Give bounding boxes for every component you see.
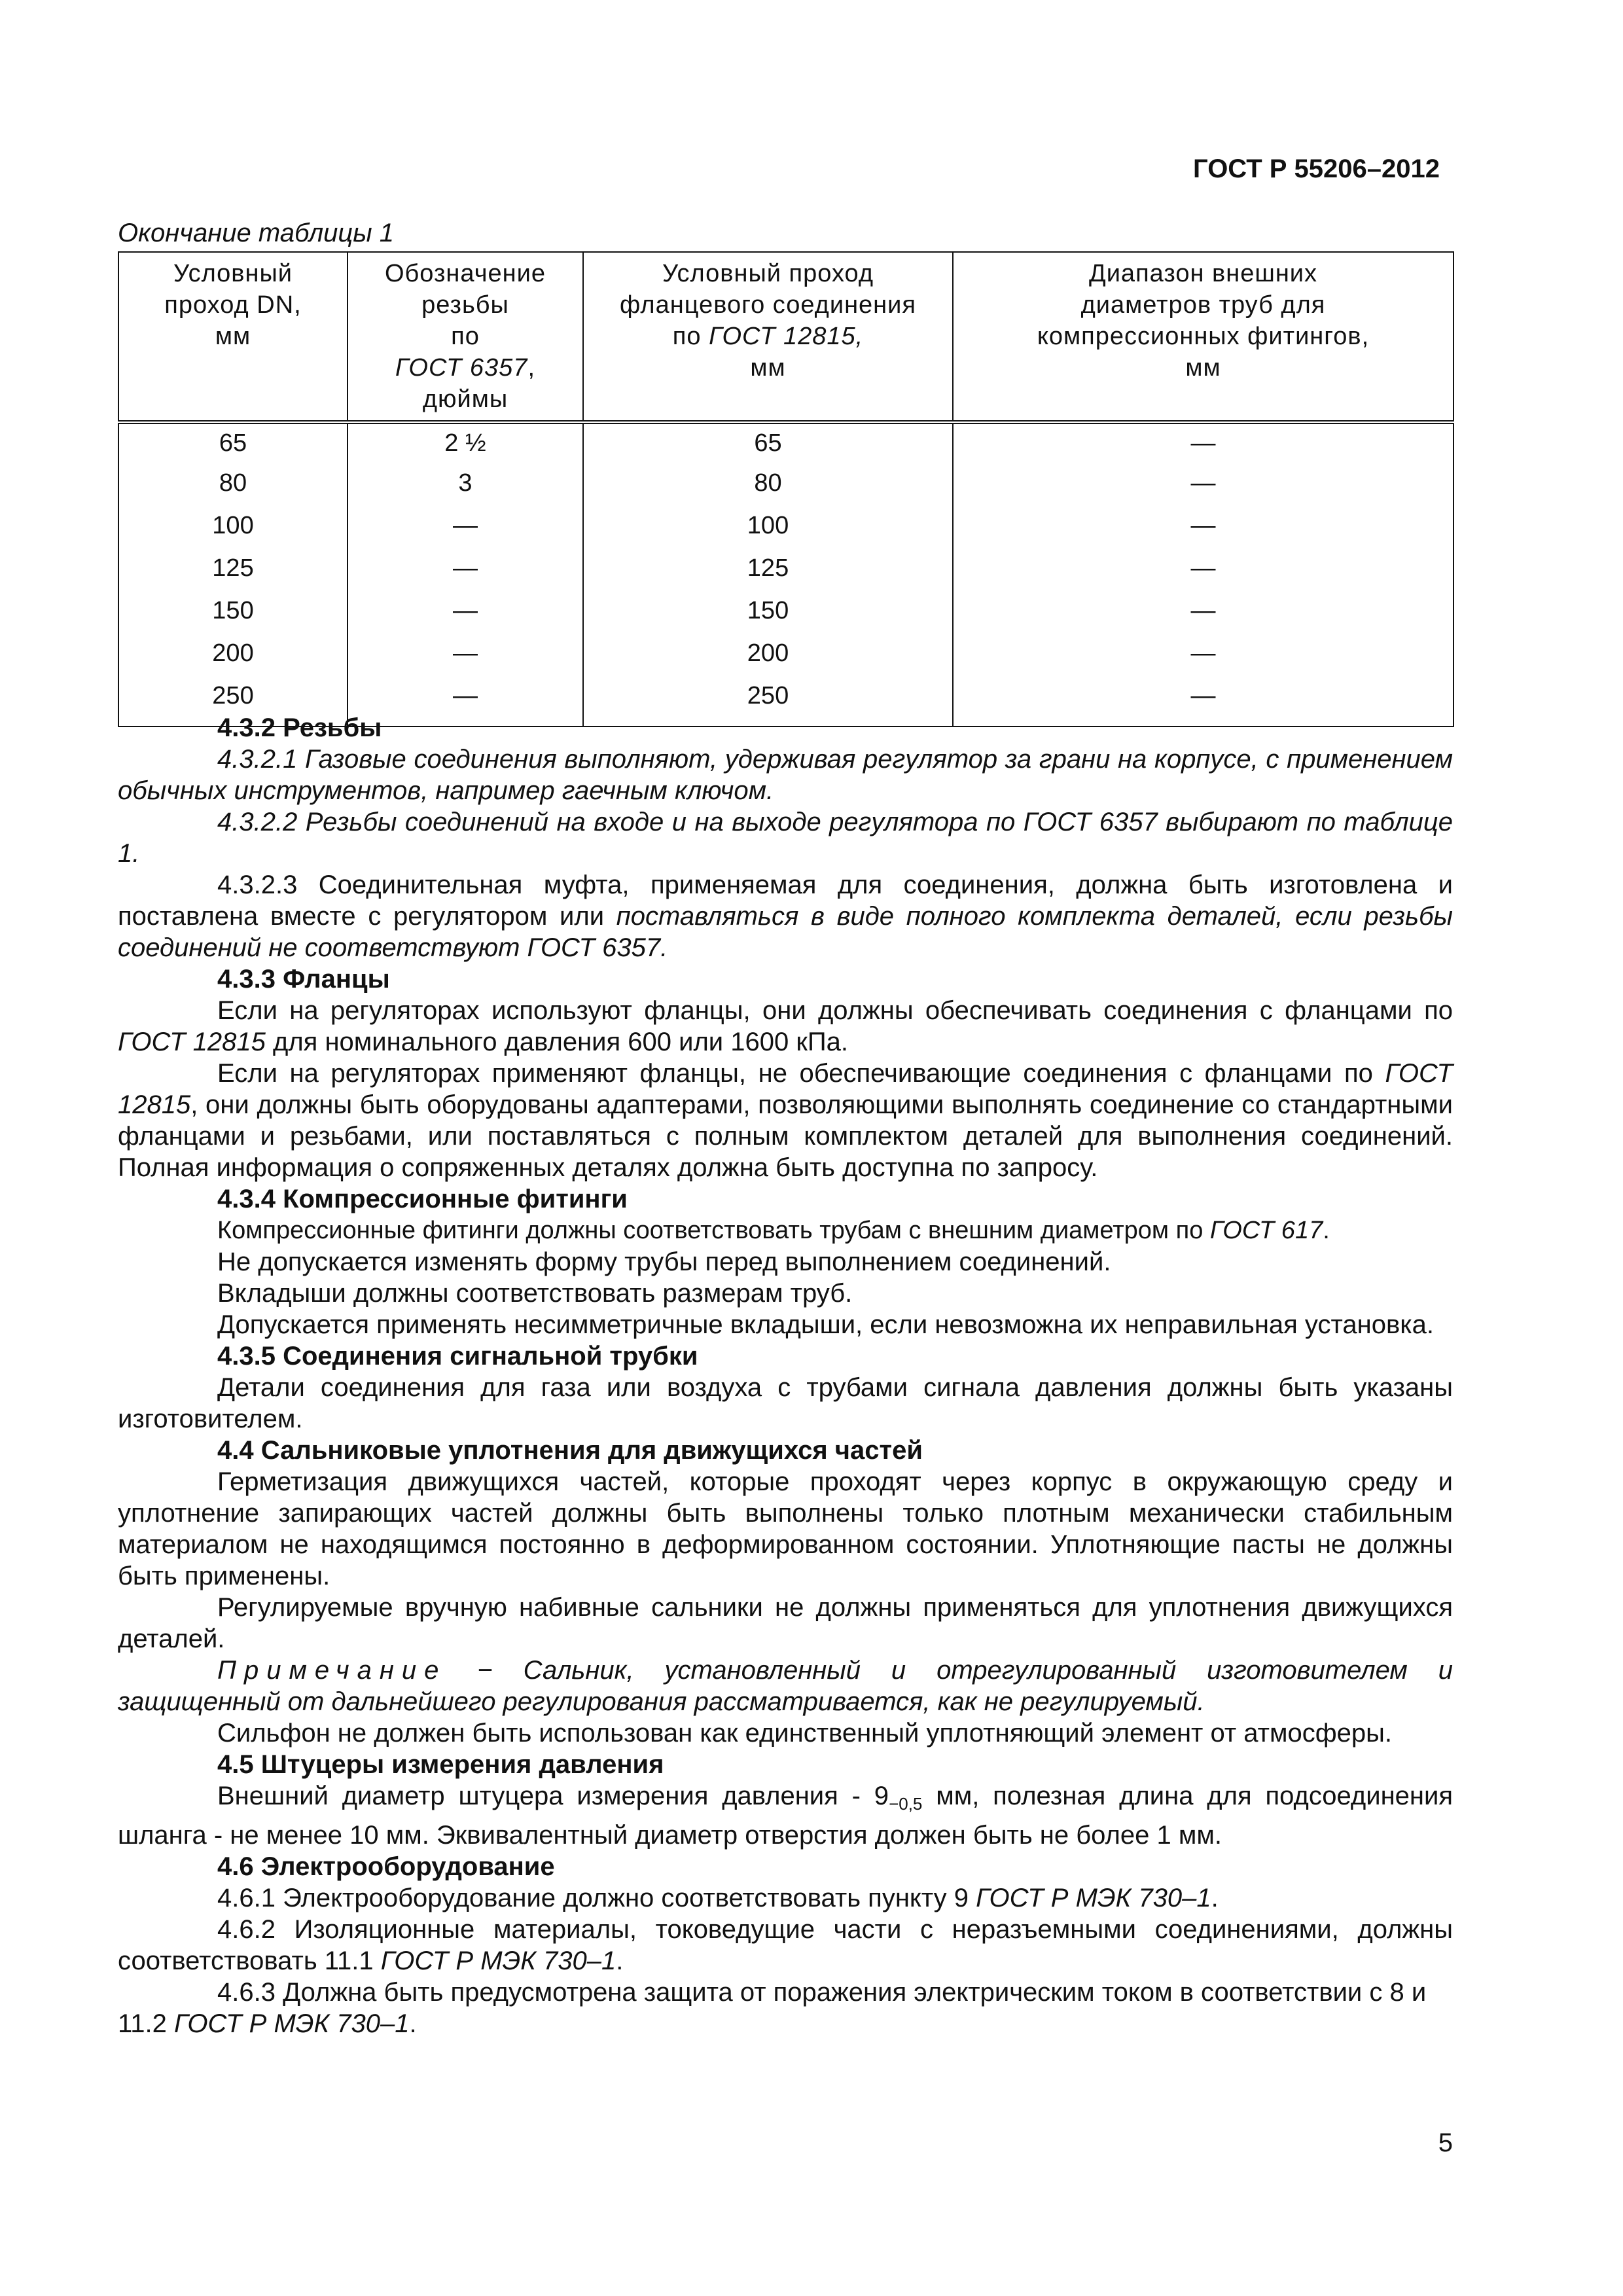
section-heading-4-3-2: 4.3.2 Резьбы [217,713,382,742]
section-heading-4-6: 4.6 Электрооборудование [217,1852,555,1881]
section-heading-4-3-3: 4.3.3 Фланцы [217,965,390,994]
paragraph-4-6-1: 4.6.1 Электрооборудование должно соответствовать пункту 9 ГОСТ Р МЭК 730–1. [217,1884,1219,1912]
header-flange-bore: Условный проход фланцевого соединения по ГОСТ 12815, мм [583,252,953,422]
table-row: 250 — 250 — [118,675,1454,726]
paragraph-4-3-2-2: 4.3.2.2 Резьбы соединений на входе и на выходе регулятора по ГОСТ 6357 выбирают по таблице 1. [118,808,1453,868]
paragraph-4-6-2: 4.6.2 Изоляционные материалы, токоведущие части с неразъемными соединениями, должны соответствовать 11.1 ГОСТ Р МЭК 730–1. [118,1915,1453,1975]
paragraph-seals-2: Регулируемые вручную набивные сальники не должны применяться для уплотнения движущихся деталей. [118,1593,1453,1653]
header-nominal-bore: Условный проход DN, мм [118,252,348,422]
paragraph-4-3-2-1: 4.3.2.1 Газовые соединения выполняют, удерживая регулятор за грани на корпусе, с применением обычных инструментов, например гаечным ключом. [118,745,1453,805]
paragraph-signal-tube: Детали соединения для газа или воздуха с трубами сигнала давления должны быть указаны изготовителем. [118,1373,1453,1433]
table-row: 65 2 ½ 65 — [118,422,1454,462]
table-row: 80 3 80 — [118,462,1454,505]
paragraph-fittings-4: Допускается применять несимметричные вкладыши, если невозможна их неправильная установка. [217,1310,1434,1339]
paragraph-fittings-2: Не допускается изменять форму трубы перед выполнением соединений. [217,1247,1111,1276]
note-label: Примечание [217,1656,447,1685]
paragraph-fittings-3: Вкладыши должны соответствовать размерам труб. [217,1279,853,1308]
header-thread-designation: Обозначение резьбы по ГОСТ 6357, дюймы [348,252,583,422]
paragraph-fittings-1: Компрессионные фитинги должны соответствовать трубам с внешним диаметром по ГОСТ 617. [217,1217,1330,1244]
note-paragraph: Примечание − Сальник, установленный и отрегулированный изготовителем и защищенный от дальнейшего регулирования рассматривается, как не регулируемый. [118,1656,1453,1716]
paragraph-bellows: Сильфон не должен быть использован как единственный уплотняющий элемент от атмосферы. [217,1719,1392,1748]
paragraph-4-6-3: 4.6.3 Должна быть предусмотрена защита от поражения электрическим током в соответствии с 8 и 11.2 ГОСТ Р МЭК 730–1. [118,1978,1427,2038]
section-heading-4-3-5: 4.3.5 Соединения сигнальной трубки [217,1342,698,1371]
paragraph-flanges-1: Если на регуляторах используют фланцы, они должны обеспечивать соединения с фланцами по ГОСТ 12815 для номинального давления 600 или 1600 кПа. [118,996,1453,1056]
table-row: 150 — 150 — [118,590,1454,632]
paragraph-seals-1: Герметизация движущихся частей, которые проходят через корпус в окружающую среду и уплотнение запирающих частей должны быть выполнены только плотным механически стабильным материалом не находящимся постоянно в деформированном состоянии. Уплотняющие пасты не должны быть применены. [118,1467,1453,1590]
table-row: 200 — 200 — [118,632,1454,675]
paragraph-pressure-nipples: Внешний диаметр штуцера измерения давления - $9_{-0,5}$ мм, полезная длина для подсоединения шланга - не менее 10 мм. Эквивалентный диаметр отверстия должен быть не более 1 мм. [118,1782,1453,1850]
section-heading-4-3-4: 4.3.4 Компрессионные фитинги [217,1185,628,1213]
document-code-header: ГОСТ Р 55206–2012 [1193,154,1440,183]
table-row: 125 — 125 — [118,547,1454,590]
paragraph-flanges-2: Если на регуляторах применяют фланцы, не обеспечивающие соединения с фланцами по ГОСТ 12815, они должны быть оборудованы адаптерами, позволяющими выполнять соединение со стандартными фланцами и резьбами, или поставляться с полным комплектом деталей для выполнения соединений. Полная информация о сопряженных деталях должна быть доступна по запросу. [118,1059,1453,1182]
table-header-row [118,252,1454,422]
document-body [118,712,1453,2039]
page-number: 5 [1438,2128,1453,2157]
table-row: 100 — 100 — [118,505,1454,547]
section-heading-4-5: 4.5 Штуцеры измерения давления [217,1750,664,1779]
table-caption: Окончание таблицы 1 [118,219,395,247]
section-heading-4-4: 4.4 Сальниковые уплотнения для движущихся частей [217,1436,923,1465]
paragraph-4-3-2-3: 4.3.2.3 Соединительная муфта, применяемая для соединения, должна быть изготовлена и поставлена вместе с регулятором или поставляться в виде полного комплекта деталей, если резьбы соединений не соответствуют ГОСТ 6357. [118,870,1453,962]
connections-table [118,251,1454,727]
header-pipe-diameter-range: Диапазон внешних диаметров труб для компрессионных фитингов, мм [953,252,1454,422]
